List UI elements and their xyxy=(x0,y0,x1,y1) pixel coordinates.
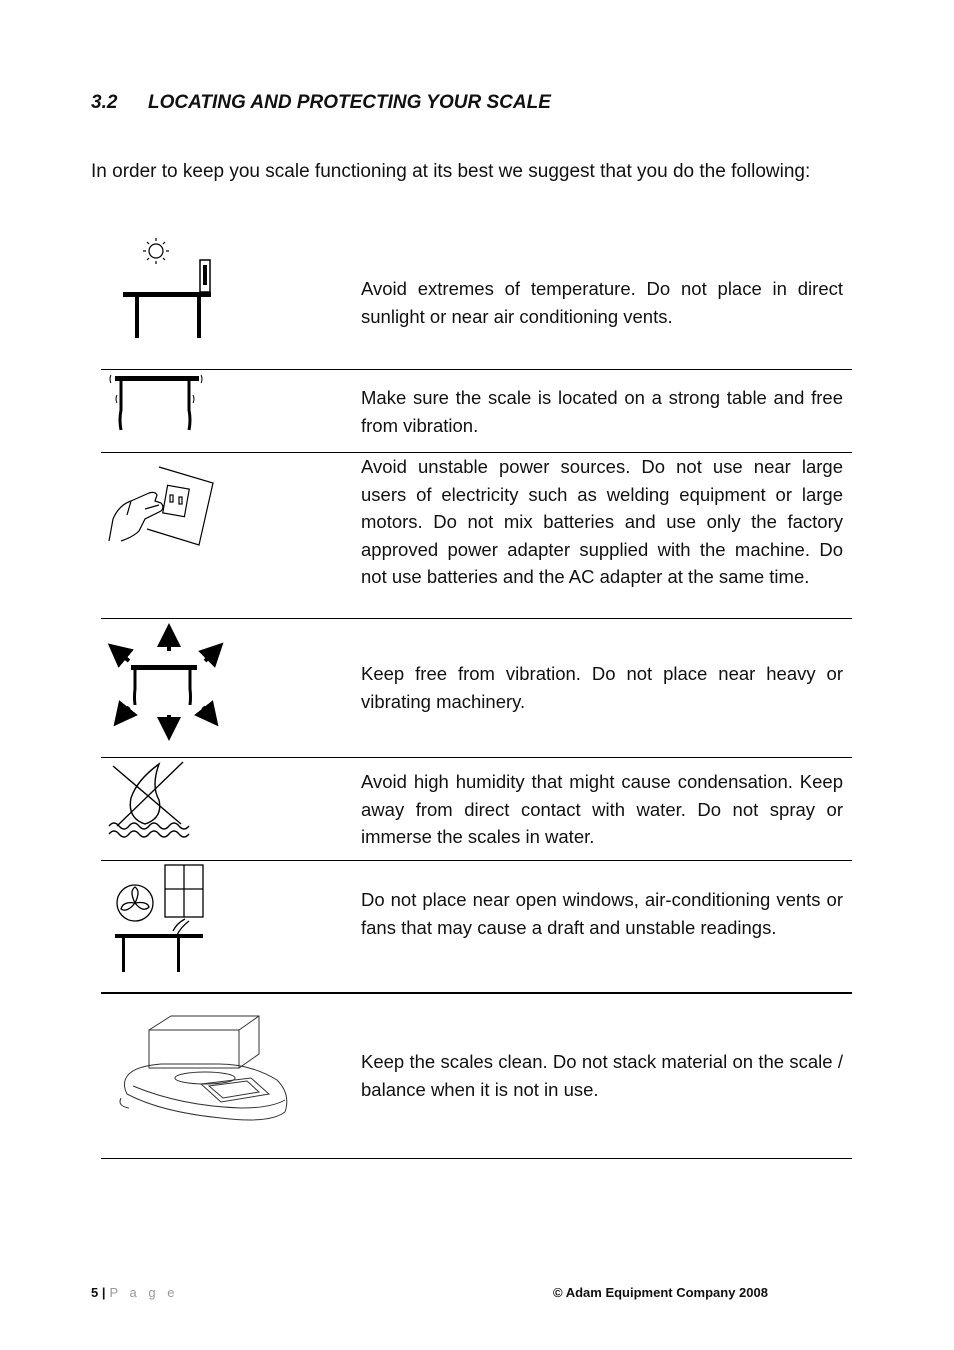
item-text: Keep the scales clean. Do not stack material on the scale / balance when it is not in use. xyxy=(361,1051,843,1100)
section-number: 3.2 xyxy=(91,92,118,113)
item-text: Avoid unstable power sources. Do not use near large users of electricity such as welding equipment or large motors. Do not mix batteries and use only the factory approved power adapter supplied with the machine. Do not use batteries and the AC adapter at the same time. xyxy=(361,456,843,587)
item-text: Make sure the scale is located on a strong table and free from vibration. xyxy=(361,387,843,436)
page-number: 5 xyxy=(91,1285,99,1300)
list-item xyxy=(101,861,852,992)
page-label: P a g e xyxy=(109,1285,179,1300)
table-arrows-icon xyxy=(101,619,231,744)
list-item xyxy=(101,232,852,369)
no-water-drop-icon xyxy=(101,758,201,843)
page-footer xyxy=(91,1285,178,1300)
table-vibration-icon xyxy=(101,370,211,440)
item-text: Avoid high humidity that might cause condensation. Keep away from direct contact with water. Do not spray or immerse the scales in water. xyxy=(361,771,843,847)
hand-power-outlet-icon xyxy=(101,453,221,553)
intro-paragraph: In order to keep you scale functioning at its best we suggest that you do the following: xyxy=(91,161,811,182)
list-item xyxy=(101,758,852,860)
fan-window-draft-icon xyxy=(101,861,221,976)
footer-separator: | xyxy=(101,1285,106,1300)
section-title: LOCATING AND PROTECTING YOUR SCALE xyxy=(148,92,551,113)
scale-with-box-icon xyxy=(101,994,291,1144)
item-text: Do not place near open windows, air-conditioning vents or fans that may cause a draft and unstable readings. xyxy=(361,889,843,938)
section-heading xyxy=(91,92,551,114)
item-text: Keep free from vibration. Do not place near heavy or vibrating machinery. xyxy=(361,663,843,712)
list-item xyxy=(101,370,852,452)
copyright-text: © Adam Equipment Company 2008 xyxy=(553,1285,768,1300)
table-sun-thermometer-icon xyxy=(101,232,221,342)
list-item xyxy=(101,453,852,618)
item-text: Avoid extremes of temperature. Do not place in direct sunlight or near air conditioning vents. xyxy=(361,278,843,327)
divider xyxy=(101,1158,852,1159)
list-item xyxy=(101,994,852,1158)
list-item xyxy=(101,619,852,757)
